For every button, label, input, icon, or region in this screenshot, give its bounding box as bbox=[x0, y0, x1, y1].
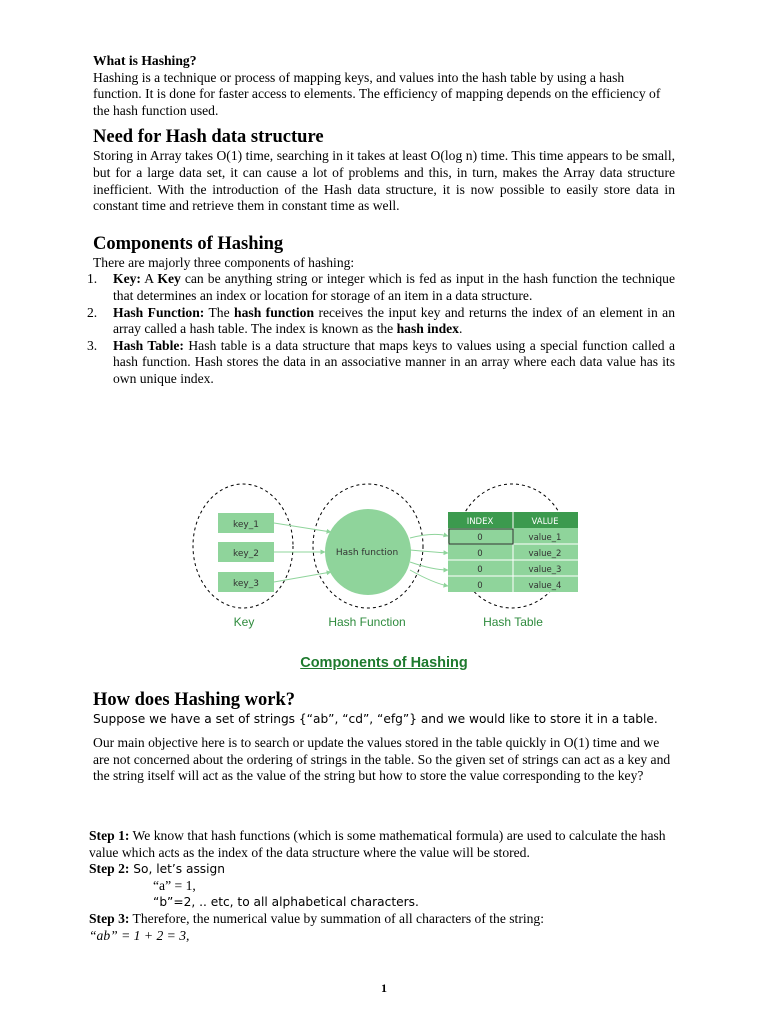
table-cell: value_3 bbox=[528, 565, 562, 575]
step-3: Step 3: Therefore, the numerical value by summation of all characters of the string: bbox=[89, 910, 544, 926]
index-header: INDEX bbox=[466, 517, 494, 527]
arrow bbox=[410, 570, 448, 586]
table-cell: 0 bbox=[477, 565, 483, 575]
table-cell: value_2 bbox=[528, 549, 562, 559]
arrow bbox=[410, 562, 448, 570]
table-cell: value_4 bbox=[528, 581, 562, 591]
key-label: key_3 bbox=[233, 579, 259, 589]
components-intro: There are majorly three components of hashing: bbox=[93, 254, 355, 270]
intro-paragraph: Hashing is a technique or process of mapping keys, and values into the hash table by using a hash function. It is done for faster access to elements. The efficiency of mapping depends on the efficiency of the hash function used. bbox=[93, 69, 661, 118]
hashing-diagram bbox=[188, 480, 588, 635]
step-2: Step 2: So, let’s assign bbox=[89, 861, 225, 877]
arrow bbox=[410, 534, 448, 538]
step-2-line-1: “a” = 1, bbox=[153, 877, 196, 893]
what-is-hashing-question: What is Hashing? bbox=[93, 53, 197, 68]
need-paragraph: Storing in Array takes O(1) time, searching in it takes at least O(log n) time. This time appears to be small, but for a large data set, it can cause a lot of problems and this, in turn, makes the Array data structure inefficient. With the introduction of the Hash data structure, it is now possible to easily store data in constant time and retrieve them in constant time as well. bbox=[93, 148, 675, 214]
page-number: 1 bbox=[381, 981, 387, 995]
table-cell: 0 bbox=[477, 533, 483, 543]
step-3-formula: “ab” = 1 + 2 = 3, bbox=[89, 927, 190, 943]
how-paragraph-2: Our main objective here is to search or update the values stored in the table quickly in O(1) time and we are not concerned about the ordering of strings in the table. So the given set of strings can act as a key and the string itself will act as the value of the string but how to store the value corresponding to the key? bbox=[93, 735, 671, 784]
components-heading: Components of Hashing bbox=[93, 233, 284, 254]
arrow bbox=[410, 550, 448, 553]
key-boxes bbox=[218, 513, 274, 592]
key-label: key_2 bbox=[233, 549, 259, 559]
arrow bbox=[274, 572, 331, 582]
need-heading: Need for Hash data structure bbox=[93, 127, 324, 148]
list-item: 1. Key: A Key can be anything string or integer which is fed as input in the hash function the technique that determines an index or location for storage of an item in a data structure. bbox=[87, 271, 675, 303]
document-page bbox=[87, 53, 676, 388]
table-cell: 0 bbox=[477, 581, 483, 591]
key-caption: Key bbox=[233, 615, 255, 629]
key-label: key_1 bbox=[233, 520, 259, 530]
components-list bbox=[87, 271, 676, 387]
how-heading: How does Hashing work? bbox=[93, 690, 295, 710]
figure-caption: Components of Hashing bbox=[300, 655, 468, 671]
value-header: VALUE bbox=[531, 517, 559, 527]
table-cell: value_1 bbox=[528, 533, 562, 543]
list-item: 3. Hash Table: Hash table is a data structure that maps keys to values using a special function called a hash function. Hash stores the data in an associative manner in an array where each data value has its own unique index. bbox=[87, 337, 676, 386]
hash-function-caption: Hash Function bbox=[328, 615, 406, 629]
how-paragraph-1: Suppose we have a set of strings {“ab”, “cd”, “efg”} and we would like to store it in a table. bbox=[93, 712, 658, 726]
how-section bbox=[93, 689, 675, 785]
step-2-line-2: “b”=2, .. etc, to all alphabetical characters. bbox=[153, 895, 419, 910]
hash-function-label: Hash function bbox=[335, 548, 399, 558]
steps-section bbox=[89, 828, 675, 944]
arrow bbox=[274, 523, 331, 532]
step-1: Step 1: We know that hash functions (which is some mathematical formula) are used to calculate the hash value which acts as the index of the data structure where the value will be stored. bbox=[89, 828, 666, 860]
table-cell: 0 bbox=[477, 549, 483, 559]
list-item: 2. Hash Function: The hash function receives the input key and returns the index of an element in an array called a hash table. The index is known as the hash index. bbox=[87, 304, 676, 337]
hash-table bbox=[448, 512, 578, 592]
hash-table-caption: Hash Table bbox=[483, 615, 543, 629]
